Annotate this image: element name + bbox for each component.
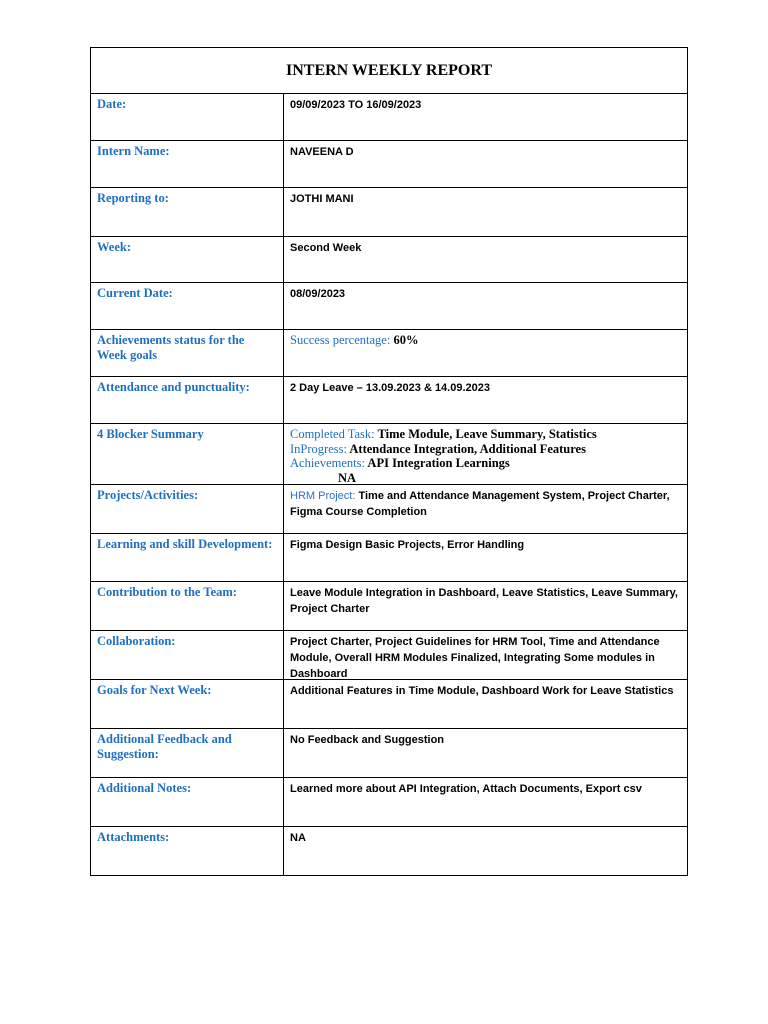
row-week <box>91 237 687 283</box>
completed-task-label: Completed Task: <box>290 427 375 441</box>
achievements-label: Achievements status for the Week goals <box>91 330 284 376</box>
reporting-to-value: JOTHI MANI <box>290 193 354 205</box>
row-date <box>91 94 687 141</box>
blocker-summary-value <box>284 424 687 484</box>
row-blocker-summary <box>91 424 687 485</box>
contribution-label: Contribution to the Team: <box>91 582 284 630</box>
projects-value: Time and Attendance Management System, Project Charter, Figma Course Completion <box>290 490 670 518</box>
row-attendance <box>91 377 687 424</box>
weekly-report-table <box>90 47 688 876</box>
attendance-label: Attendance and punctuality: <box>91 377 284 423</box>
attachments-label: Attachments: <box>91 827 284 875</box>
completed-task-value: Time Module, Leave Summary, Statistics <box>377 427 597 441</box>
success-percentage-label: Success percentage: <box>290 333 391 347</box>
row-feedback <box>91 729 687 778</box>
blocker-na: NA <box>338 470 357 485</box>
notes-label: Additional Notes: <box>91 778 284 826</box>
learning-value: Figma Design Basic Projects, Error Handling <box>290 539 525 551</box>
feedback-label: Additional Feedback and Suggestion: <box>91 729 284 777</box>
collaboration-value: Project Charter, Project Guidelines for HRM Tool, Time and Attendance Module, Overall HRM Modules Finalized, Integrating Some modules in Dashboard <box>290 636 660 680</box>
current-date-label: Current Date: <box>91 283 284 329</box>
row-collaboration <box>91 631 687 680</box>
learning-label: Learning and skill Development: <box>91 534 284 581</box>
goals-label: Goals for Next Week: <box>91 680 284 728</box>
row-notes <box>91 778 687 827</box>
row-learning <box>91 534 687 582</box>
blocker-achievements-value: API Integration Learnings <box>367 456 510 470</box>
row-intern-name <box>91 141 687 188</box>
row-reporting-to <box>91 188 687 237</box>
row-goals <box>91 680 687 729</box>
row-contribution <box>91 582 687 631</box>
achievements-value-cell <box>284 330 687 376</box>
success-percentage-value: 60% <box>393 333 419 347</box>
report-title: INTERN WEEKLY REPORT <box>285 61 492 79</box>
title-row <box>91 48 687 94</box>
projects-value-cell <box>284 485 687 533</box>
attendance-value: 2 Day Leave – 13.09.2023 & 14.09.2023 <box>290 382 490 394</box>
hrm-project-label: HRM Project: <box>290 490 356 502</box>
inprogress-line <box>290 442 681 457</box>
intern-name-label: Intern Name: <box>91 141 284 187</box>
notes-value: Learned more about API Integration, Attach Documents, Export csv <box>290 783 642 795</box>
intern-name-value: NAVEENA D <box>290 146 354 158</box>
date-label: Date: <box>91 94 284 140</box>
week-value: Second Week <box>290 242 362 254</box>
row-current-date <box>91 283 687 330</box>
contribution-value: Leave Module Integration in Dashboard, Leave Statistics, Leave Summary, Project Charter <box>290 587 678 615</box>
completed-task-line <box>290 427 681 442</box>
inprogress-value: Attendance Integration, Additional Features <box>349 441 586 456</box>
blocker-summary-label: 4 Blocker Summary <box>91 424 284 484</box>
achievements-line <box>290 456 681 471</box>
row-achievements <box>91 330 687 377</box>
week-label: Week: <box>91 237 284 282</box>
reporting-to-label: Reporting to: <box>91 188 284 236</box>
row-attachments <box>91 827 687 875</box>
row-projects <box>91 485 687 534</box>
current-date-value: 08/09/2023 <box>290 288 346 300</box>
goals-value: Additional Features in Time Module, Dashboard Work for Leave Statistics <box>290 685 674 697</box>
attachments-value: NA <box>290 832 306 844</box>
projects-label: Projects/Activities: <box>91 485 284 533</box>
inprogress-label: InProgress: <box>290 441 347 456</box>
date-value: 09/09/2023 TO 16/09/2023 <box>290 99 422 111</box>
feedback-value: No Feedback and Suggestion <box>290 734 445 746</box>
collaboration-label: Collaboration: <box>91 631 284 679</box>
blocker-achievements-label: Achievements: <box>290 456 365 470</box>
